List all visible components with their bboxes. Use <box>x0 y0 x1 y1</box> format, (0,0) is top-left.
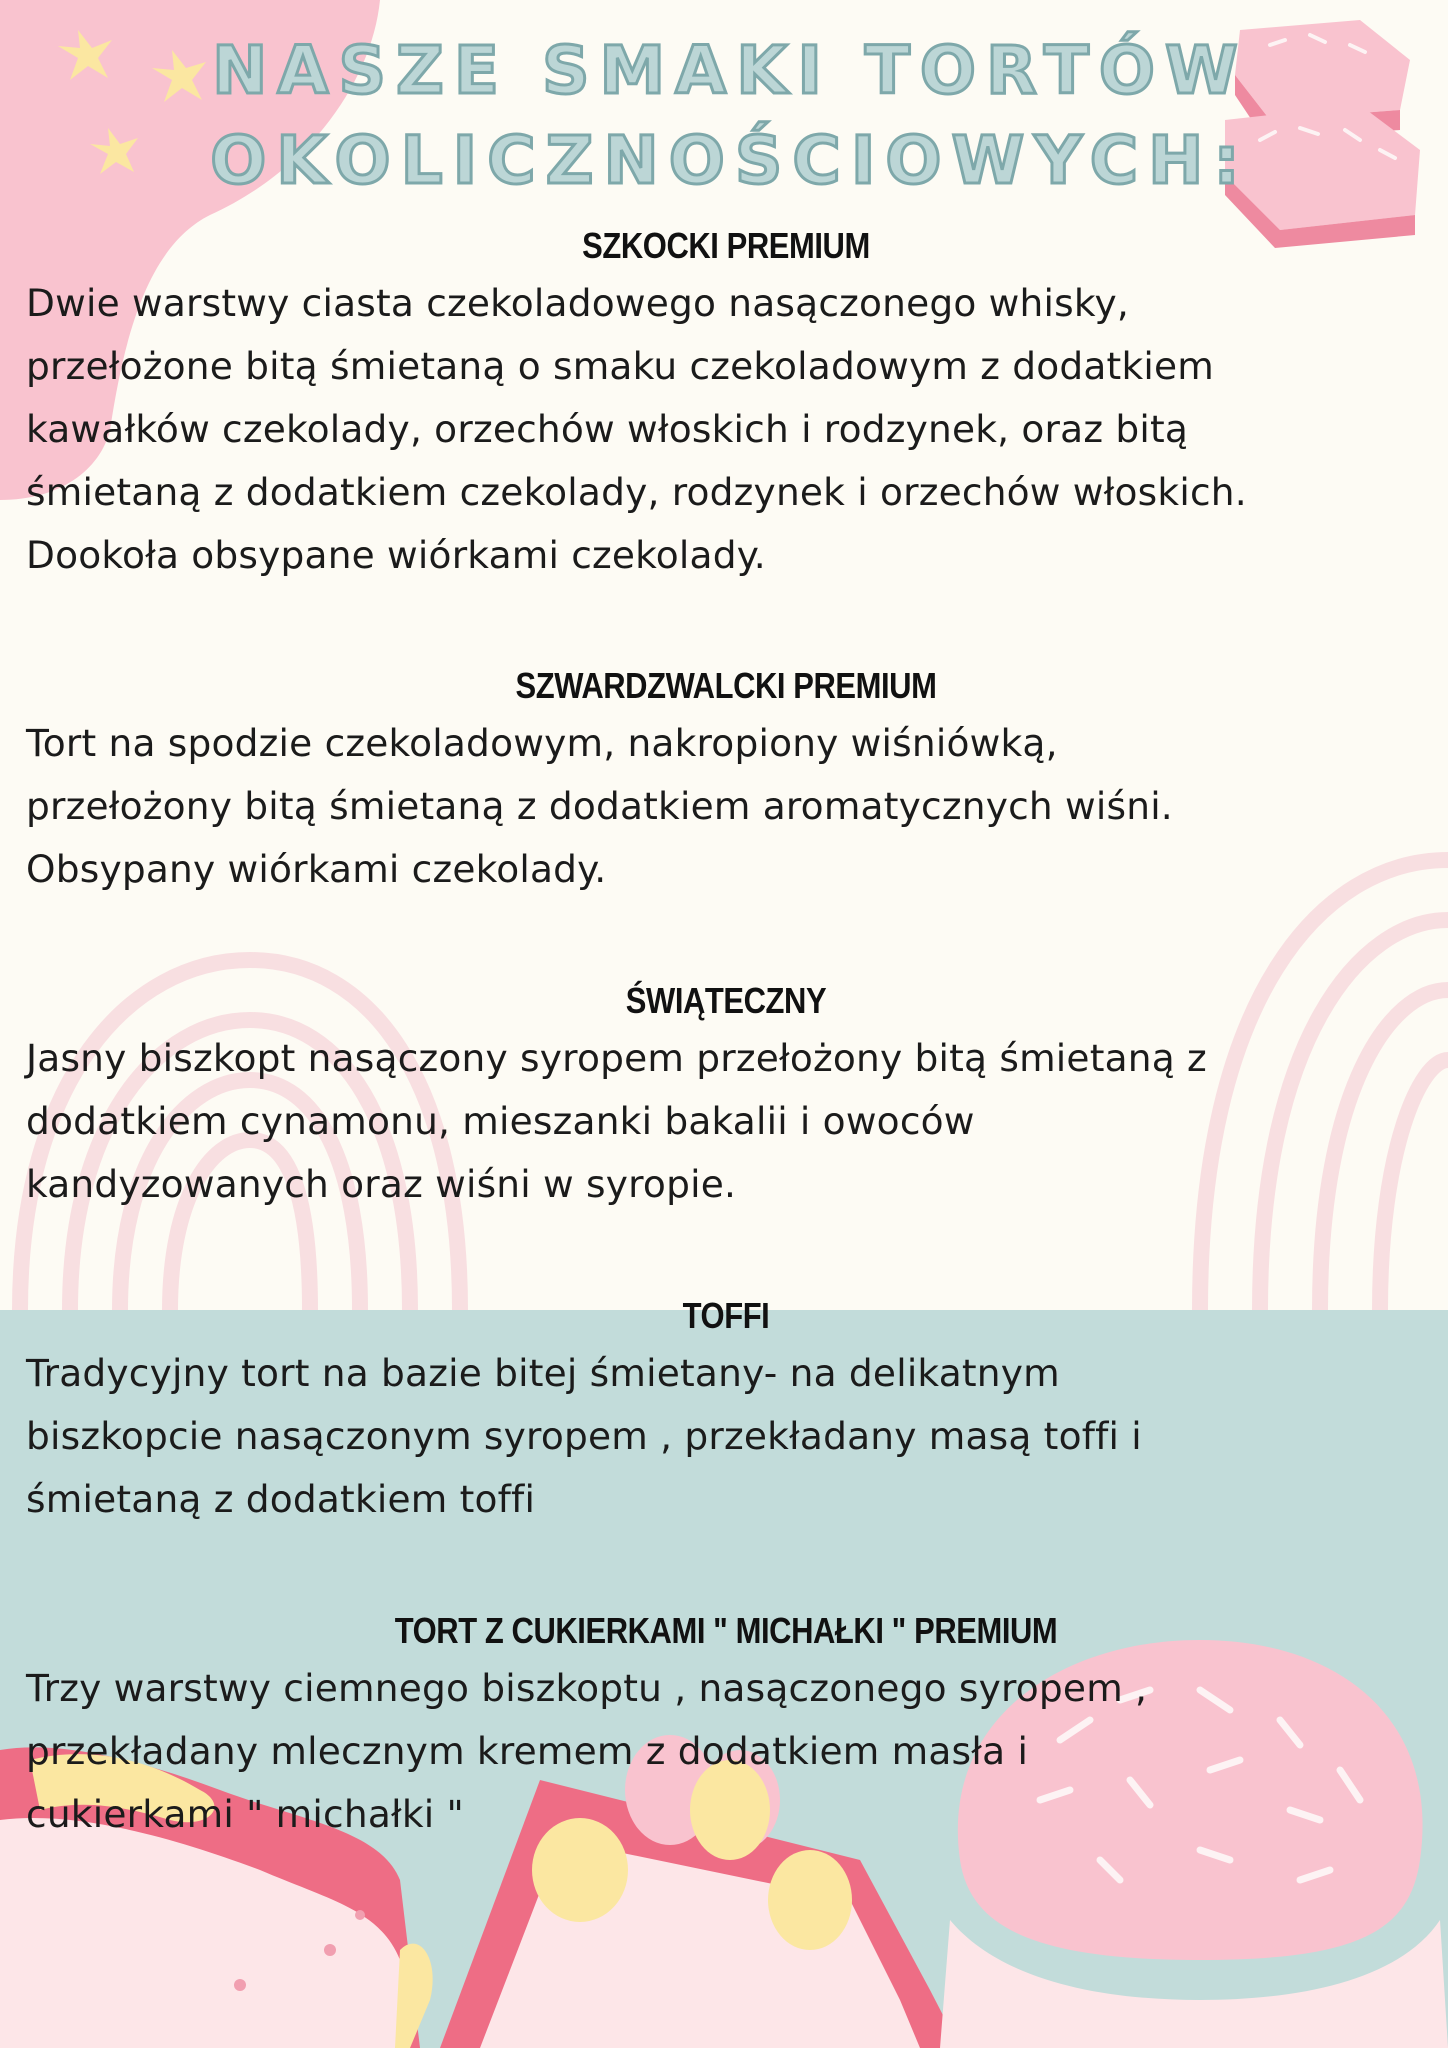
description-line: kawałków czekolady, orzechów włoskich i rodzynek, oraz bitą <box>26 407 1189 451</box>
description-line: cukierkami " michałki " <box>26 1792 464 1836</box>
description-line: przekładany mlecznym kremem z dodatkiem masła i <box>26 1729 1029 1773</box>
flavor-description <box>26 712 1426 901</box>
description-line: kandyzowanych oraz wiśni w syropie. <box>26 1162 737 1206</box>
description-line: Dwie warstwy ciasta czekoladowego nasączonego whisky, <box>26 281 1129 325</box>
flavor-heading: TORT Z CUKIERKAMI " MICHAŁKI " PREMIUM <box>394 1610 1058 1651</box>
flavor-section-toffi <box>26 1292 1426 1531</box>
flavor-heading: ŚWIĄTECZNY <box>625 980 827 1021</box>
description-line: Tradycyjny tort na bazie bitej śmietany- na delikatnym <box>26 1351 1060 1395</box>
flavor-description <box>26 1027 1426 1216</box>
description-line: Tort na spodzie czekoladowym, nakropiony wiśniówką, <box>26 721 1058 765</box>
flavor-description <box>26 1342 1426 1531</box>
flavor-heading: SZKOCKI PREMIUM <box>582 225 870 266</box>
description-line: przełożony bitą śmietaną z dodatkiem aromatycznych wiśni. <box>26 784 1173 828</box>
description-line: przełożone bitą śmietaną o smaku czekoladowym z dodatkiem <box>26 344 1214 388</box>
description-line: dodatkiem cynamonu, mieszanki bakalii i owoców <box>26 1099 975 1143</box>
flavor-section-michalki <box>26 1607 1426 1846</box>
flavor-description <box>26 1657 1426 1846</box>
description-line: biszkopcie nasączonym syropem , przekładany masą toffi i <box>26 1414 1142 1458</box>
flavor-section-swiateczny <box>26 977 1426 1216</box>
flavor-heading: TOFFI <box>682 1295 770 1336</box>
description-line: Jasny biszkopt nasączony syropem przełożony bitą śmietaną z <box>26 1036 1207 1080</box>
description-line: Obsypany wiórkami czekolady. <box>26 847 607 891</box>
flavor-description <box>26 272 1426 587</box>
description-line: śmietaną z dodatkiem toffi <box>26 1477 536 1521</box>
title-line-2: OKOLICZNOŚCIOWYCH: <box>210 122 1250 199</box>
flavor-heading: SZWARDZWALCKI PREMIUM <box>515 665 937 706</box>
flavor-section-szkocki <box>26 222 1426 587</box>
description-line: Trzy warstwy ciemnego biszkoptu , nasączonego syropem , <box>26 1666 1148 1710</box>
title-line-1: NASZE SMAKI TORTÓW <box>212 32 1248 109</box>
page-title <box>200 26 1260 206</box>
flavor-section-szwardzwalcki <box>26 662 1426 901</box>
description-line: Dookoła obsypane wiórkami czekolady. <box>26 533 766 577</box>
description-line: śmietaną z dodatkiem czekolady, rodzynek i orzechów włoskich. <box>26 470 1247 514</box>
